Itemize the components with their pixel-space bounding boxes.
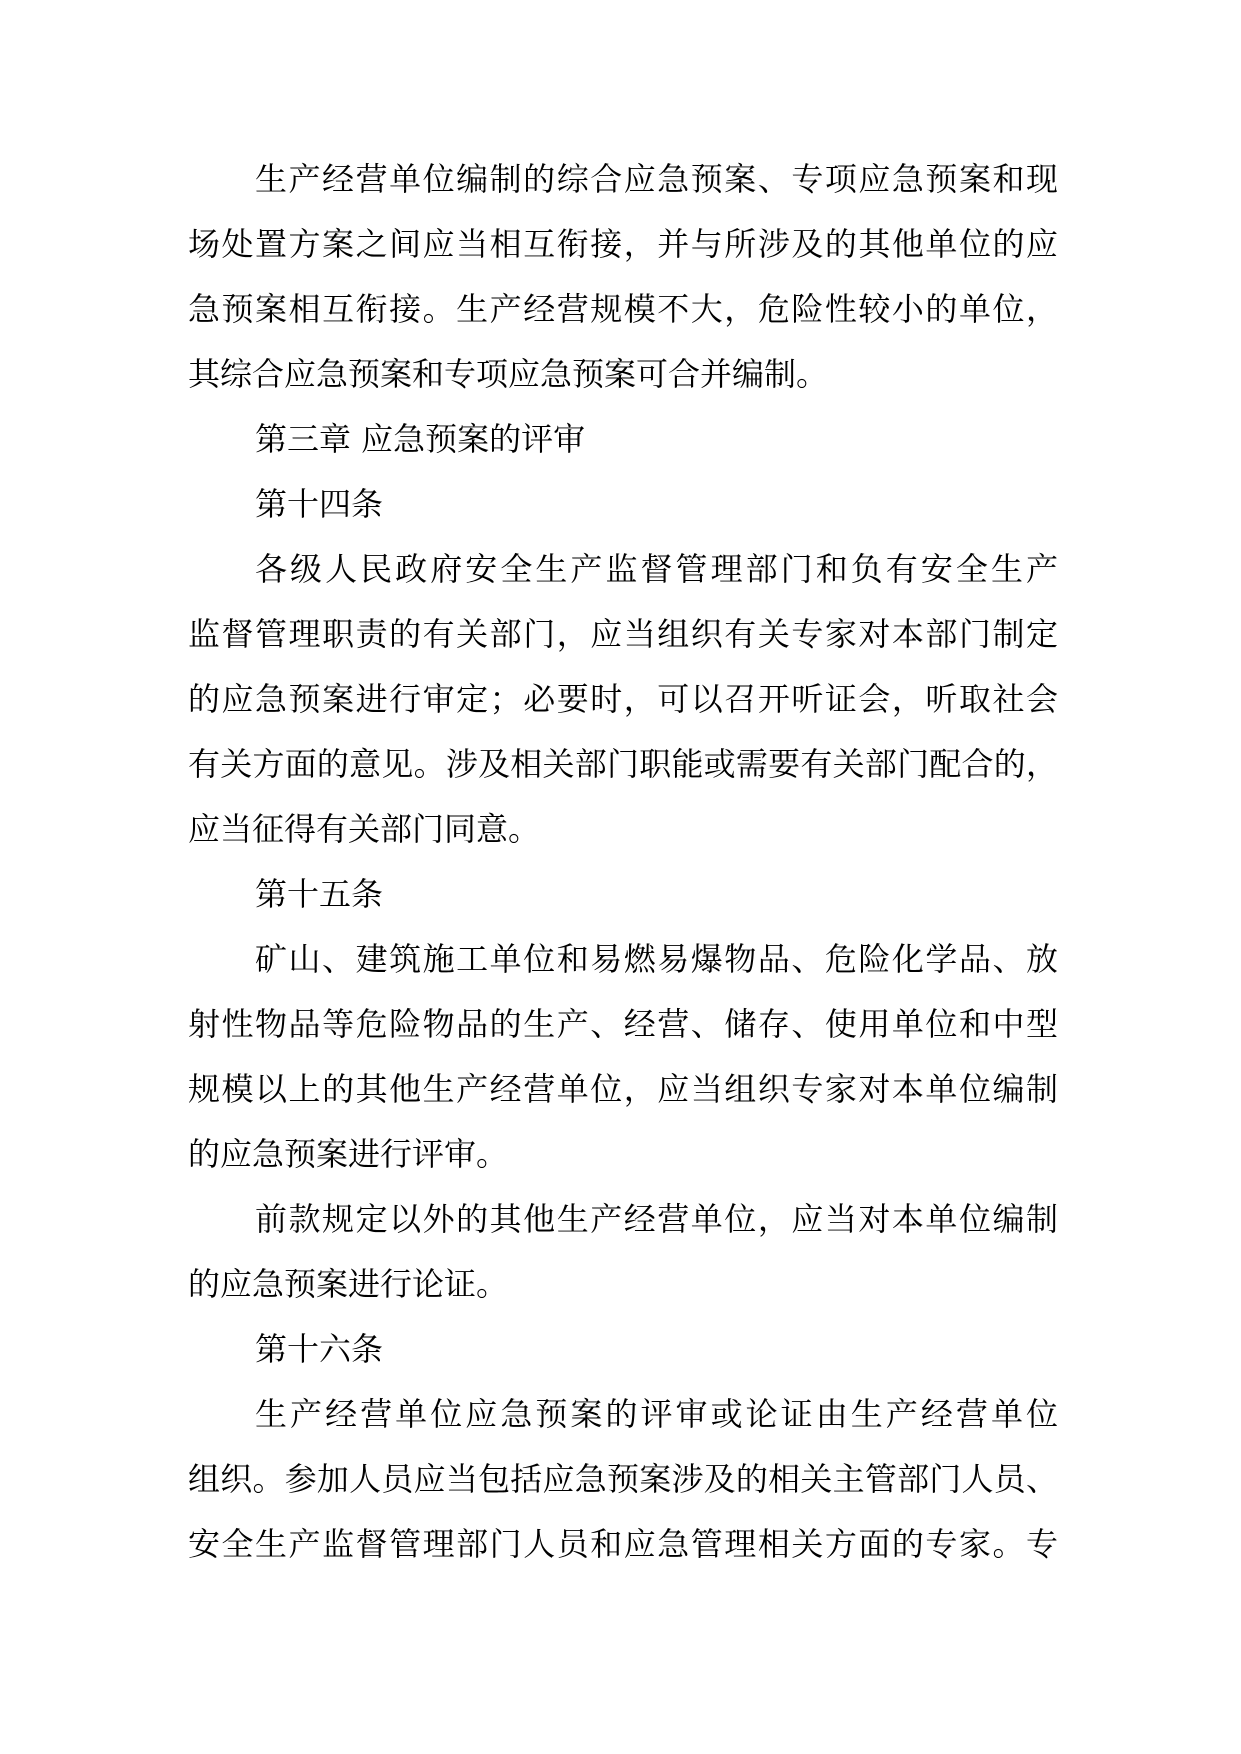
text-line: 生产经营单位编制的综合应急预案、专项应急预案和现 — [255, 160, 1058, 198]
document-body — [188, 147, 1058, 1577]
text-line: 安全生产监督管理部门人员和应急管理相关方面的专家。专 — [188, 1525, 1058, 1563]
text-line: 生产经营单位应急预案的评审或论证由生产经营单位 — [255, 1395, 1058, 1433]
text-line: 射性物品等危险物品的生产、经营、储存、使用单位和中型 — [188, 1005, 1058, 1043]
text-line: 矿山、建筑施工单位和易燃易爆物品、危险化学品、放 — [255, 940, 1058, 978]
text-line: 第三章 应急预案的评审 — [255, 420, 586, 458]
text-line: 场处置方案之间应当相互衔接，并与所涉及的其他单位的应 — [188, 225, 1058, 263]
text-line: 有关方面的意见。涉及相关部门职能或需要有关部门配合的， — [188, 745, 1058, 783]
text-line: 第十六条 — [255, 1330, 384, 1368]
text-line: 第十四条 — [255, 485, 384, 523]
text-line: 组织。参加人员应当包括应急预案涉及的相关主管部门人员、 — [188, 1460, 1058, 1498]
text-line: 监督管理职责的有关部门，应当组织有关专家对本部门制定 — [188, 615, 1058, 653]
text-line: 其综合应急预案和专项应急预案可合并编制。 — [188, 355, 829, 393]
text-line: 的应急预案进行审定；必要时，可以召开听证会，听取社会 — [188, 680, 1058, 718]
text-line: 前款规定以外的其他生产经营单位，应当对本单位编制 — [255, 1200, 1058, 1238]
text-line: 急预案相互衔接。生产经营规模不大，危险性较小的单位， — [188, 290, 1058, 328]
text-line: 的应急预案进行评审。 — [188, 1135, 509, 1173]
text-line: 应当征得有关部门同意。 — [188, 810, 541, 848]
text-line: 的应急预案进行论证。 — [188, 1265, 509, 1303]
text-line: 第十五条 — [255, 875, 384, 913]
text-line: 规模以上的其他生产经营单位，应当组织专家对本单位编制 — [188, 1070, 1058, 1108]
text-line: 各级人民政府安全生产监督管理部门和负有安全生产 — [255, 550, 1058, 588]
